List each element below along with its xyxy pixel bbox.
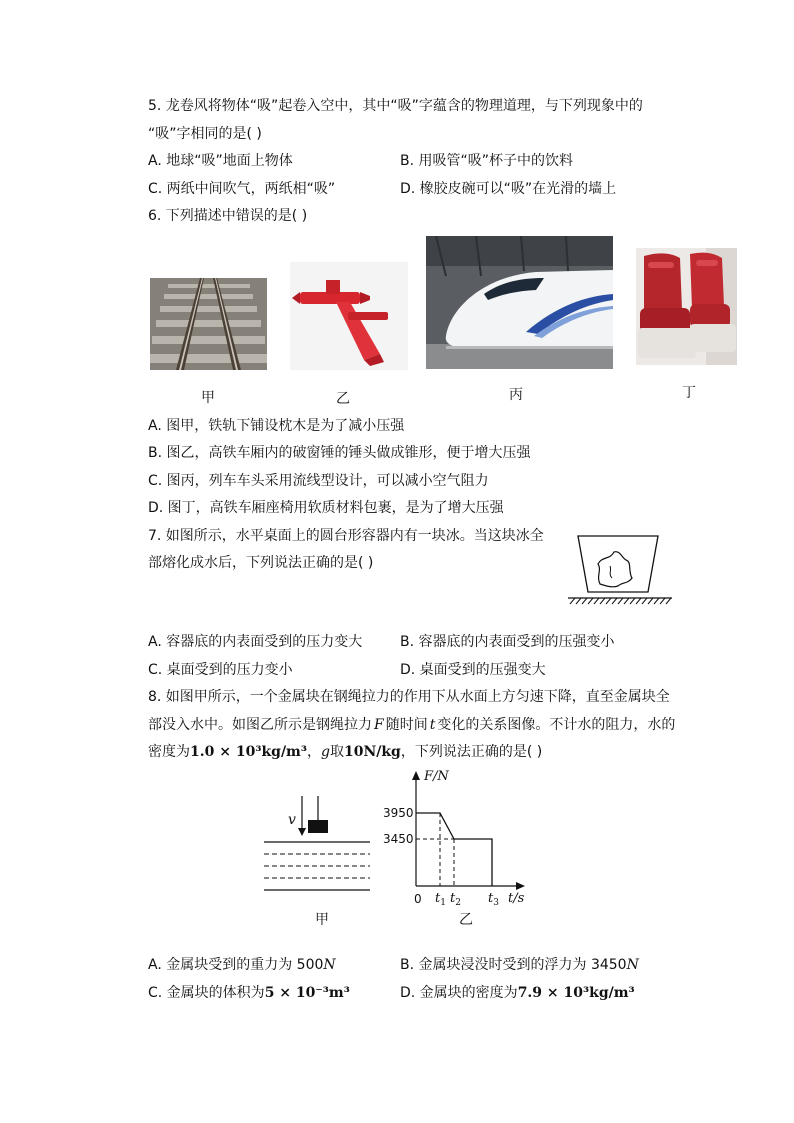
q6-option-c: C. 图丙，列车车头采用流线型设计，可以减小空气阻力 bbox=[148, 473, 489, 489]
q6-option-b: B. 图乙，高铁车厢内的破窗锤的锤头做成锥形，便于增大压强 bbox=[148, 445, 531, 461]
q5-option-b: B. 用吸管“吸”杯子中的饮料 bbox=[400, 153, 574, 169]
q8-option-c: C. 金属块的体积为5 × 10⁻³m³ bbox=[148, 985, 350, 1001]
q8-option-d-value: 7.9 × 10³kg/m³ bbox=[517, 985, 635, 1001]
q8-graph-t3: $t_3$ bbox=[488, 891, 499, 908]
q7-stem-line1: 7. 如图所示，水平桌面上的圆台形容器内有一块冰。当这块冰全 bbox=[148, 528, 544, 544]
q8-figure-yi-graph bbox=[380, 768, 540, 908]
railway-track-image bbox=[150, 278, 267, 370]
q8-water-density: 1.0 × 10³kg/m³ bbox=[190, 744, 307, 760]
q8-stem2-symbol-f: F bbox=[374, 717, 384, 733]
q7-option-b: B. 容器底的内表面受到的压强变小 bbox=[400, 634, 615, 650]
q8-figure-jia bbox=[262, 792, 374, 902]
q8-graph-y-high: 3950 bbox=[383, 806, 414, 820]
q8-option-b: B. 金属块浸没时受到的浮力为 3450N bbox=[400, 957, 639, 973]
q8-option-d: D. 金属块的密度为7.9 × 10³kg/m³ bbox=[400, 985, 635, 1001]
q5-option-d: D. 橡胶皮碗可以“吸”在光滑的墙上 bbox=[400, 181, 617, 197]
q5-stem-line1: 5. 龙卷风将物体“吸”起卷入空中，其中“吸”字蕴含的物理道理，与下列现象中的 bbox=[148, 98, 643, 114]
q8-option-a-unit: N bbox=[323, 957, 336, 973]
q8-graph-xlabel: t/s bbox=[508, 891, 525, 906]
q8-stem3-comma: ， bbox=[307, 744, 321, 760]
q8-caption-jia: 甲 bbox=[315, 912, 329, 928]
q6-caption-ding: 丁 bbox=[682, 385, 696, 401]
container-ice-diagram bbox=[566, 532, 676, 606]
q8-stem2-text-a: 部没入水中。如图乙所示是钢绳拉力 bbox=[148, 717, 372, 733]
q7-option-a: A. 容器底的内表面受到的压力变大 bbox=[148, 634, 363, 650]
q6-caption-jia: 甲 bbox=[201, 390, 215, 406]
q8-option-c-value: 5 × 10⁻³m³ bbox=[264, 985, 350, 1001]
q8-stem3-text-c: 取 bbox=[329, 744, 344, 760]
q8-g-value: 10N/kg bbox=[343, 744, 401, 760]
q8-stem-line2 bbox=[148, 715, 675, 735]
q8-graph-t1: $t_1$ bbox=[435, 891, 446, 908]
q7-option-d: D. 桌面受到的压强变大 bbox=[400, 662, 546, 678]
q8-stem2-text-c: 变化的关系图像。不计水的阻力，水的 bbox=[437, 717, 676, 733]
q8-stem-line1: 8. 如图甲所示，一个金属块在钢绳拉力的作用下从水面上方匀速下降，直至金属块全 bbox=[148, 689, 670, 705]
q6-option-d: D. 图丁，高铁车厢座椅用软质材料包裹，是为了增大压强 bbox=[148, 500, 504, 516]
q8-caption-yi: 乙 bbox=[459, 912, 473, 928]
train-seat-image bbox=[636, 248, 737, 365]
q5-option-a: A. 地球“吸”地面上物体 bbox=[148, 153, 293, 169]
q8-graph-origin: 0 bbox=[414, 892, 422, 906]
q8-velocity-label: v bbox=[288, 812, 296, 828]
q8-option-b-unit: N bbox=[626, 957, 639, 973]
q7-option-c: C. 桌面受到的压力变小 bbox=[148, 662, 293, 678]
q8-graph-y-low: 3450 bbox=[383, 832, 414, 846]
q8-graph-t2: $t_2$ bbox=[450, 891, 461, 908]
q5-stem-line2: “吸”字相同的是( ) bbox=[148, 126, 262, 142]
q8-stem3-text-a: 密度为 bbox=[148, 744, 190, 760]
q8-symbol-g: g bbox=[321, 744, 330, 760]
q8-option-a: A. 金属块受到的重力为 500N bbox=[148, 957, 336, 973]
q8-stem-line3 bbox=[148, 742, 542, 762]
q7-stem-line2: 部熔化成水后，下列说法正确的是( ) bbox=[148, 555, 374, 571]
q6-caption-bing: 丙 bbox=[509, 387, 523, 403]
q6-stem: 6. 下列描述中错误的是( ) bbox=[148, 208, 308, 224]
q6-caption-yi: 乙 bbox=[336, 391, 350, 407]
q6-option-a: A. 图甲，铁轨下铺设枕木是为了减小压强 bbox=[148, 418, 405, 434]
q8-stem2-symbol-t: t bbox=[429, 717, 436, 733]
q8-stem2-text-b: 随时间 bbox=[385, 717, 428, 733]
q5-option-c: C. 两纸中间吹气，两纸相“吸” bbox=[148, 181, 336, 197]
high-speed-train-image bbox=[426, 236, 613, 369]
q8-stem3-text-d: ，下列说法正确的是( ) bbox=[400, 744, 543, 760]
q8-graph-ylabel: F/N bbox=[424, 769, 449, 784]
emergency-hammer-image bbox=[290, 262, 408, 370]
